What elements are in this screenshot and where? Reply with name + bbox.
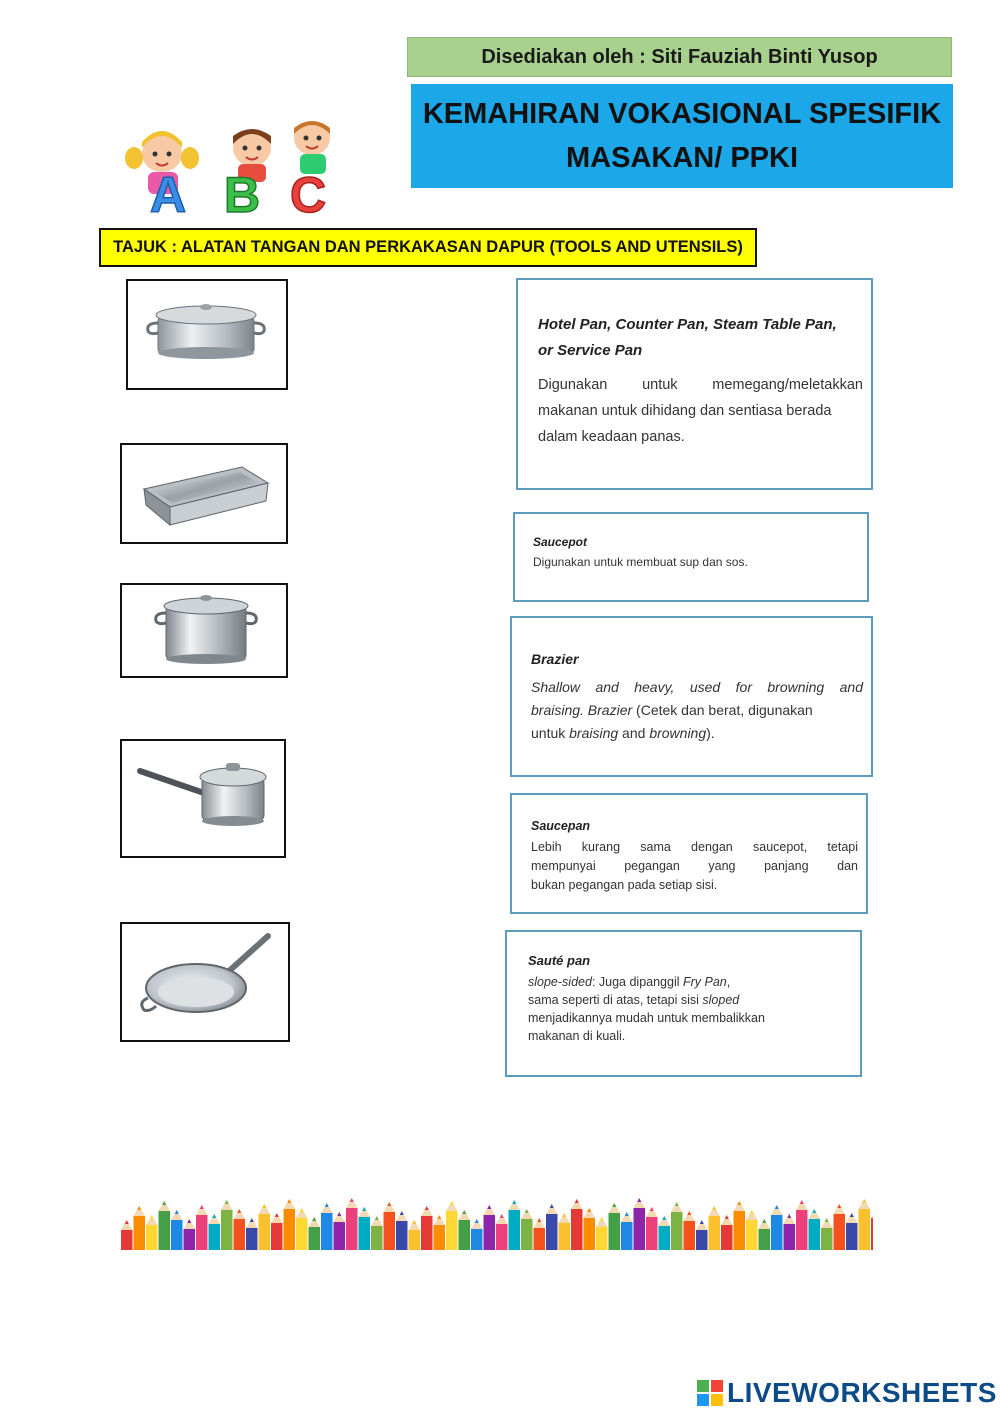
image-box-5[interactable] [120, 922, 290, 1042]
pencil-lead [537, 1218, 541, 1222]
pencil-lead [162, 1201, 166, 1205]
description-text: ). [706, 725, 715, 741]
pencil-lead [762, 1219, 766, 1223]
description-title-line-2: or Service Pan [538, 342, 643, 359]
description-line-3 [531, 722, 863, 745]
pencil [634, 1208, 646, 1250]
brazier-icon [128, 281, 286, 388]
pencil [334, 1222, 346, 1250]
description-line-4: makanan di kuali. [528, 1029, 626, 1043]
pencil-lead [125, 1220, 129, 1224]
pencil-lead [825, 1218, 829, 1222]
pencil [721, 1225, 733, 1250]
pencil-lead [137, 1206, 141, 1210]
description-title: Brazier [531, 651, 579, 667]
pencil [646, 1217, 658, 1250]
pencil [596, 1227, 608, 1250]
pencil-lead [275, 1213, 279, 1217]
colored-pencils-border [121, 1188, 873, 1250]
pencil [471, 1229, 483, 1250]
title-line-1: KEMAHIRAN VOKASIONAL SPESIFIK [422, 98, 942, 130]
image-box-2[interactable] [120, 443, 288, 544]
pencil-lead [250, 1218, 254, 1222]
pencil-lead [212, 1214, 216, 1218]
pencil [209, 1224, 221, 1250]
pencil [709, 1216, 721, 1250]
description-line-2 [531, 699, 863, 722]
pencil-lead [737, 1201, 741, 1205]
description-line-3: menjadikannya mudah untuk membalikkan [528, 1011, 765, 1025]
pencil [771, 1215, 783, 1250]
pencil-tip [871, 1208, 873, 1218]
pencil [559, 1223, 571, 1250]
pencil-lead [200, 1205, 204, 1209]
pencil-lead [337, 1212, 341, 1216]
pencil-lead [225, 1200, 229, 1204]
pencil-lead [525, 1209, 529, 1213]
description-term: braising [569, 725, 619, 741]
description-term: slope-sided [528, 975, 592, 989]
pencil [846, 1223, 858, 1250]
brand-mark-icon [697, 1380, 723, 1406]
pencil-lead [450, 1201, 454, 1205]
pencil [346, 1208, 358, 1250]
image-box-1[interactable] [126, 279, 288, 390]
pencil [546, 1214, 558, 1250]
pencil-lead [262, 1204, 266, 1208]
pencil [371, 1226, 383, 1250]
image-box-4[interactable] [120, 739, 286, 858]
pencil [659, 1226, 671, 1250]
pencil [496, 1224, 508, 1250]
description-box-5[interactable] [505, 930, 862, 1077]
pencil [271, 1223, 283, 1250]
description-line-3: bukan pegangan pada setiap sisi. [531, 878, 718, 892]
pencil-lead [475, 1219, 479, 1223]
pencil-lead [325, 1203, 329, 1207]
pencil-lead [612, 1203, 616, 1207]
pencil [284, 1209, 296, 1250]
description-text: : Juga dipanggil [591, 975, 683, 989]
pencil-lead [662, 1216, 666, 1220]
pencil [671, 1212, 683, 1250]
pencil [609, 1213, 621, 1250]
pencil-lead [350, 1198, 354, 1202]
pencil-lead [550, 1204, 554, 1208]
pencil [296, 1218, 308, 1250]
pencil-lead [412, 1220, 416, 1224]
pencil [159, 1211, 171, 1250]
abc-kids-illustration [120, 118, 355, 216]
pencil-lead [400, 1211, 404, 1215]
letter-c: C [290, 167, 327, 216]
pencil-lead [387, 1202, 391, 1206]
pencil [459, 1220, 471, 1250]
pencil-lead [775, 1205, 779, 1209]
description-title: Saucepan [531, 819, 591, 833]
description-text: untuk [531, 725, 570, 741]
pencil-lead [487, 1205, 491, 1209]
description-text: sama seperti di atas, tetapi sisi [528, 993, 703, 1007]
description-box-3[interactable] [510, 616, 873, 777]
description-line-1: Lebih kurang sama dengan saucepot, tetapi [531, 840, 858, 854]
saute-pan-icon [122, 924, 288, 1040]
pencil [746, 1220, 758, 1250]
pencil [796, 1210, 808, 1250]
saucepan-icon [122, 741, 284, 856]
pencil [809, 1219, 821, 1250]
pencil [834, 1214, 846, 1250]
description-box-2[interactable] [513, 512, 869, 602]
brand-name: LIVEWORKSHEETS [727, 1377, 997, 1408]
description-title-line-1: Hotel Pan, Counter Pan, Steam Table Pan, [538, 316, 837, 333]
pencil [246, 1228, 258, 1250]
pencil [571, 1209, 583, 1250]
description-line-3: dalam keadaan panas. [538, 429, 685, 445]
pencil-lead [362, 1207, 366, 1211]
description-line-2: mempunyai pegangan yang panjang dan [531, 859, 858, 873]
pencil-lead [650, 1207, 654, 1211]
pencil-lead [725, 1215, 729, 1219]
description-text: , [726, 975, 731, 989]
pencil-lead [187, 1219, 191, 1223]
pencil-lead [237, 1209, 241, 1213]
pencil-lead [750, 1210, 754, 1214]
description-text: and [618, 725, 650, 741]
pencil [359, 1217, 371, 1250]
pencil-lead [175, 1210, 179, 1214]
description-line-1 [528, 973, 852, 991]
pencil [384, 1212, 396, 1250]
description-term: sloped [702, 993, 740, 1007]
pencil-lead [675, 1202, 679, 1206]
image-box-3[interactable] [120, 583, 288, 678]
pencil [621, 1222, 633, 1250]
pencil [234, 1219, 246, 1250]
pencil [134, 1216, 146, 1250]
pencil-lead [587, 1208, 591, 1212]
pencil [221, 1210, 233, 1250]
pencil [309, 1227, 321, 1250]
pencil [684, 1221, 696, 1250]
worksheet-title [411, 84, 953, 188]
letter-b: B [224, 167, 261, 216]
prepared-by-banner [407, 37, 952, 77]
pencil [859, 1209, 871, 1250]
pencil [446, 1211, 458, 1250]
pencil [184, 1229, 196, 1250]
pencil-lead [800, 1200, 804, 1204]
pencil-lead [850, 1213, 854, 1217]
pencil-lead [437, 1215, 441, 1219]
pencil [171, 1220, 183, 1250]
pencil [534, 1228, 546, 1250]
pencil-lead [837, 1204, 841, 1208]
description-line-1: Digunakan untuk memegang/meletakkan [538, 377, 863, 393]
description-term: Fry Pan [682, 975, 727, 989]
description-title: Saucepot [533, 535, 588, 549]
topic-text: TAJUK : ALATAN TANGAN DAN PERKAKASAN DAPUR (TOOLS AND UTENSILS) [113, 238, 743, 256]
pencil [584, 1218, 596, 1250]
saucepot-icon [122, 585, 286, 676]
pencil-lead [812, 1209, 816, 1213]
pencil-lead [462, 1210, 466, 1214]
pencil-lead [287, 1199, 291, 1203]
pencil-lead [600, 1217, 604, 1221]
description-box-1[interactable] [516, 278, 873, 490]
liveworksheets-logo [697, 1376, 997, 1410]
pencil [321, 1213, 333, 1250]
description-box-4[interactable] [510, 793, 868, 914]
pencil-lead [562, 1213, 566, 1217]
pencil [196, 1215, 208, 1250]
topic-banner [99, 228, 757, 267]
prepared-by-text: Disediakan oleh : Siti Fauziah Binti Yusop [481, 45, 878, 68]
hotel-pan-icon [122, 445, 286, 542]
pencil-lead [637, 1198, 641, 1202]
pencil [421, 1216, 433, 1250]
pencil-lead [787, 1214, 791, 1218]
pencil-lead [712, 1206, 716, 1210]
pencil-lead [375, 1216, 379, 1220]
pencil-lead [500, 1214, 504, 1218]
description-line-2: makanan untuk dihidang dan sentiasa berada [538, 403, 832, 419]
pencil [409, 1230, 421, 1250]
pencil-lead [312, 1217, 316, 1221]
letter-a: A [150, 167, 187, 216]
pencil [121, 1230, 133, 1250]
description-line-1: Digunakan untuk membuat sup dan sos. [533, 555, 748, 569]
pencil [434, 1225, 446, 1250]
pencil-lead [575, 1199, 579, 1203]
pencil-lead [512, 1200, 516, 1204]
description-line-2 [528, 991, 852, 1009]
pencil-lead [862, 1199, 866, 1203]
description-text: (Cetek dan berat, digunakan [632, 702, 813, 718]
pencil [696, 1230, 708, 1250]
pencil [521, 1219, 533, 1250]
pencil [484, 1215, 496, 1250]
pencil [509, 1210, 521, 1250]
pencil [396, 1221, 408, 1250]
pencil [784, 1224, 796, 1250]
pencil-lead [700, 1220, 704, 1224]
description-term: browning [649, 725, 707, 741]
pencil [734, 1211, 746, 1250]
description-title: Sauté pan [528, 953, 591, 968]
pencil-lead [687, 1211, 691, 1215]
description-line-1: Shallow and heavy, used for browning and [531, 679, 863, 695]
pencil-lead [300, 1208, 304, 1212]
title-line-2: MASAKAN/ PPKI [565, 142, 798, 174]
pencil [146, 1225, 158, 1250]
pencil [871, 1218, 873, 1250]
pencil-lead [425, 1206, 429, 1210]
pencil [821, 1228, 833, 1250]
pencil-lead [150, 1215, 154, 1219]
pencil [259, 1214, 271, 1250]
pencil [759, 1229, 771, 1250]
description-term: braising. Brazier [531, 702, 633, 718]
pencil-lead [625, 1212, 629, 1216]
